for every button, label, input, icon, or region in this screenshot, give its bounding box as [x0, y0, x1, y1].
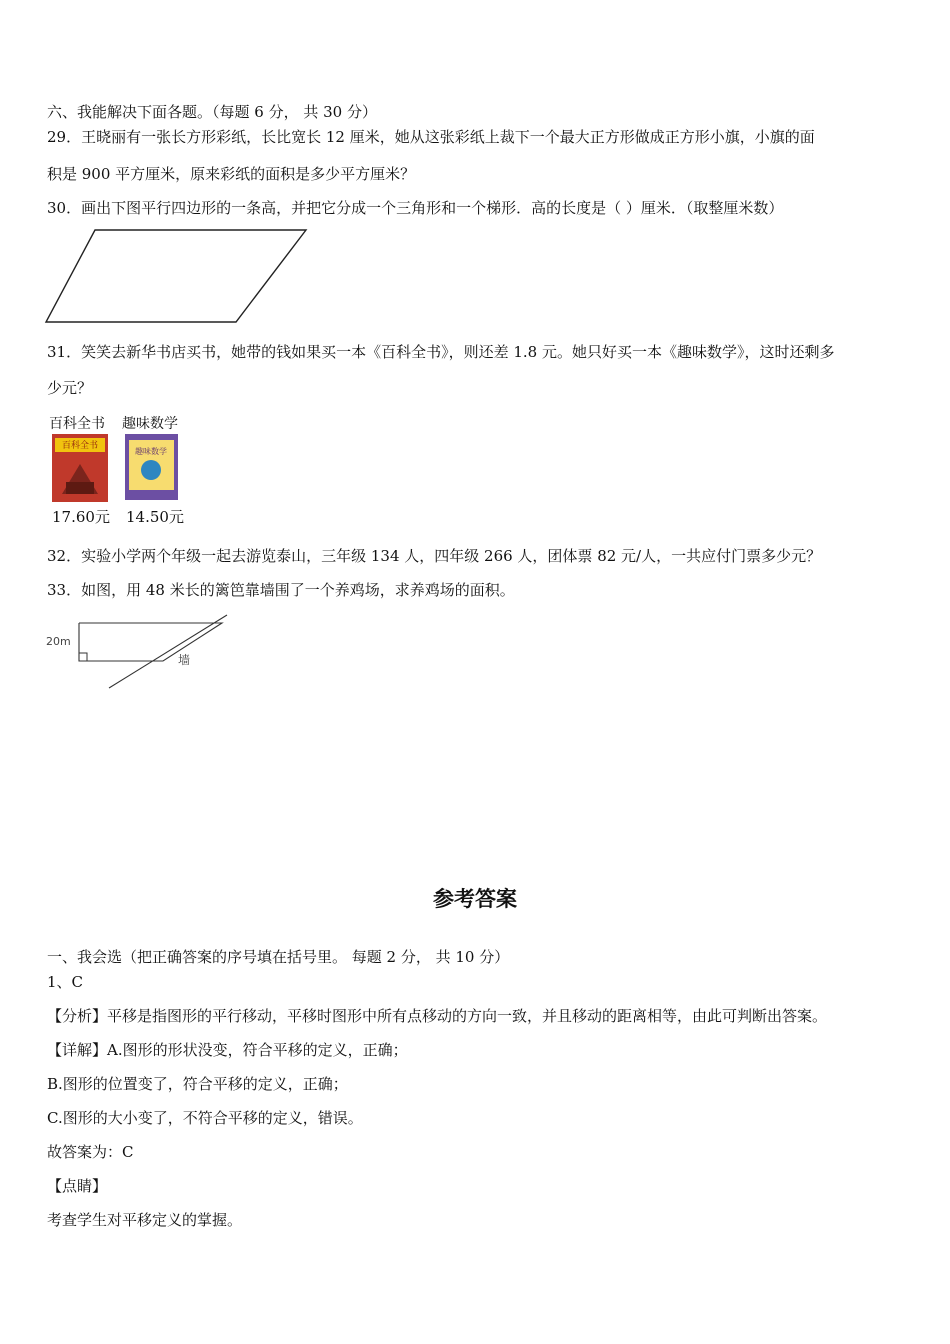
parallelogram-figure — [44, 228, 310, 326]
side-length-label: 20m — [46, 635, 71, 648]
book-price-encyclopedia: 17.60元 — [52, 508, 110, 526]
fun-math-book-image — [125, 434, 178, 500]
conclusion: 故答案为：C — [47, 1143, 134, 1161]
wall-label: 墙 — [178, 653, 191, 667]
section6-heading: 六、我能解决下面各题。（每题 6 分， 共 30 分） — [47, 103, 377, 121]
answer-1: 1、C — [47, 973, 84, 991]
chicken-coop-figure — [44, 610, 244, 695]
question-33: 33．如图，用 48 米长的篱笆靠墙围了一个养鸡场，求养鸡场的面积。 — [47, 581, 515, 599]
book-label-encyclopedia: 百科全书 — [49, 416, 105, 432]
comment-text: 考查学生对平移定义的掌握。 — [47, 1211, 243, 1229]
encyclopedia-cover-title: 百科全书 — [61, 441, 99, 451]
detail-c: C.图形的大小变了，不符合平移的定义，错误。 — [47, 1109, 363, 1127]
question-32: 32．实验小学两个年级一起去游览泰山，三年级 134 人，四年级 266 人，团体票 82 元/人，一共应付门票多少元？ — [47, 547, 822, 565]
question-29-line2: 积是 900 平方厘米，原来彩纸的面积是多少平方厘米？ — [47, 165, 416, 183]
question-29-line1: 29．王晓丽有一张长方形彩纸，长比宽长 12 厘米，她从这张彩纸上裁下一个最大正方形做成正方形小旗，小旗的面 — [47, 128, 815, 146]
book-price-fun-math: 14.50元 — [126, 508, 184, 526]
book-label-fun-math: 趣味数学 — [122, 416, 178, 432]
question-30: 30．画出下图平行四边形的一条高，并把它分成一个三角形和一个梯形．高的长度是（ ）厘米．（取整厘米数） — [47, 199, 784, 217]
fun-math-cover-title: 趣味数学 — [135, 447, 167, 456]
detail-b: B.图形的位置变了，符合平移的定义，正确； — [47, 1075, 348, 1093]
detail-a: 【详解】A.图形的形状没变，符合平移的定义，正确； — [47, 1041, 408, 1059]
question-31-line1: 31．笑笑去新华书店买书，她带的钱如果买一本《百科全书》，则还差 1.8 元。她只好买一本《趣味数学》，这时还剩多 — [47, 343, 835, 361]
answers-section1-heading: 一、我会选（把正确答案的序号填在括号里。 每题 2 分， 共 10 分） — [47, 948, 510, 966]
analysis-text: 【分析】平移是指图形的平行移动，平移时图形中所有点移动的方向一致，并且移动的距离相等，由此可判断出答案。 — [47, 1007, 828, 1025]
encyclopedia-book-image — [52, 434, 108, 502]
comment-label: 【点睛】 — [47, 1177, 108, 1195]
question-31-line2: 少元？ — [47, 379, 93, 397]
answers-title: 参考答案 — [433, 887, 517, 911]
